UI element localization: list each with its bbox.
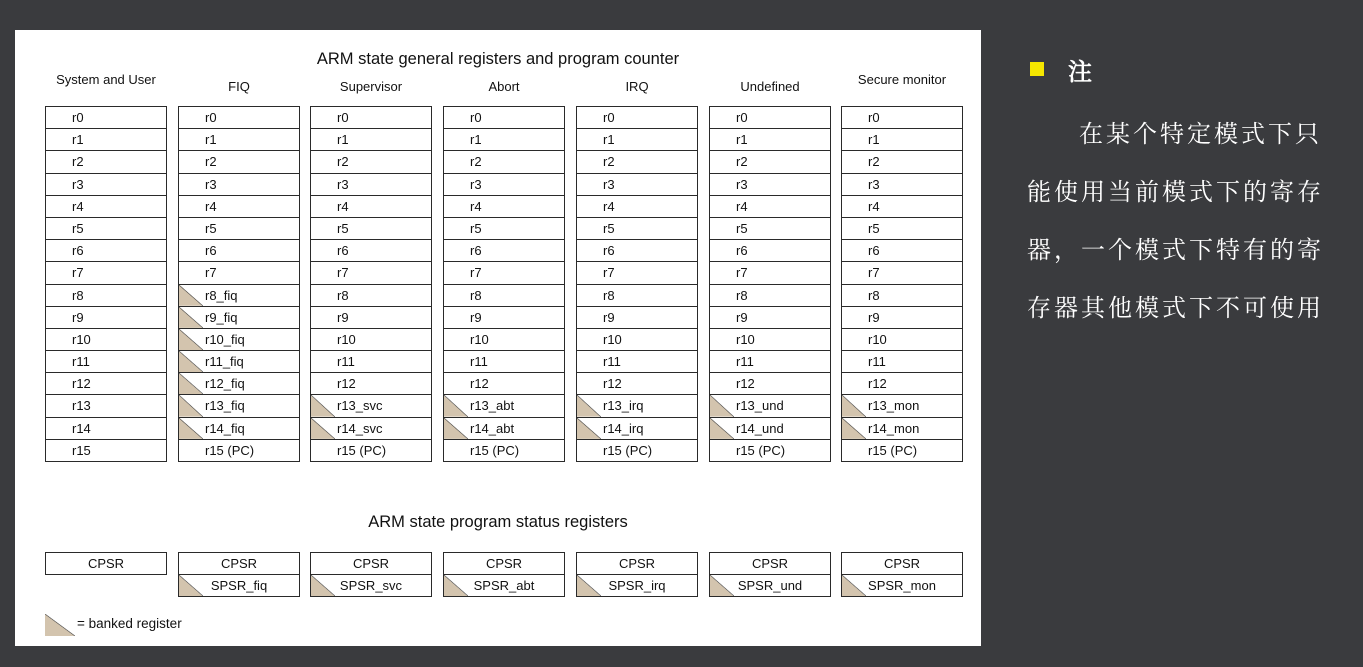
status-register-cell <box>178 552 300 575</box>
register-label: r2 <box>868 154 880 170</box>
register-label: r15 (PC) <box>205 442 255 458</box>
register-label: r14_und <box>736 420 784 436</box>
register-label: r15 (PC) <box>868 442 918 458</box>
register-cell <box>45 350 167 373</box>
banked-register-cell <box>709 417 831 440</box>
register-column <box>178 106 300 462</box>
register-label: r9 <box>736 309 748 325</box>
register-label: r0 <box>470 110 482 125</box>
register-cell <box>45 394 167 417</box>
register-cell <box>45 128 167 151</box>
register-label: r13_abt <box>470 398 515 414</box>
register-cell <box>443 350 565 373</box>
register-label: r1 <box>470 132 482 148</box>
banked-register-cell <box>178 306 300 329</box>
register-label: r3 <box>205 176 217 192</box>
register-cell <box>310 150 432 173</box>
register-cell <box>709 350 831 373</box>
register-cell <box>841 150 963 173</box>
register-label: r12_fiq <box>205 376 245 392</box>
note-panel <box>1027 48 1347 337</box>
register-cell <box>576 217 698 240</box>
banked-register-cell <box>310 417 432 440</box>
register-label: r12 <box>72 376 91 392</box>
register-diagram <box>15 30 981 646</box>
register-label: r8 <box>736 287 748 303</box>
register-label: r1 <box>603 132 615 148</box>
banked-status-register-cell <box>841 574 963 597</box>
register-cell <box>310 261 432 284</box>
register-label: r15 (PC) <box>337 442 387 458</box>
general-registers-title: ARM state general registers and program counter <box>316 50 680 68</box>
register-cell <box>443 439 565 462</box>
register-label: r14_abt <box>470 420 515 436</box>
register-column <box>576 106 698 462</box>
register-cell <box>709 328 831 351</box>
register-cell <box>841 306 963 329</box>
status-register-label: CPSR <box>618 556 656 571</box>
banked-status-register-cell <box>709 574 831 597</box>
register-label: r14 <box>72 420 91 436</box>
register-label: r7 <box>337 265 349 281</box>
register-label: r4 <box>736 198 748 214</box>
register-label: r14_svc <box>337 420 383 436</box>
register-cell <box>709 372 831 395</box>
register-cell <box>841 173 963 196</box>
register-label: r3 <box>72 176 84 192</box>
register-label: r14_irq <box>603 420 644 436</box>
register-label: r13 <box>72 398 91 414</box>
register-column <box>709 106 831 462</box>
status-register-label: CPSR <box>751 556 789 571</box>
register-label: r8 <box>603 287 615 303</box>
register-cell <box>178 128 300 151</box>
banked-register-cell <box>841 394 963 417</box>
register-cell <box>841 239 963 262</box>
register-label: r6 <box>736 243 748 259</box>
status-register-column <box>841 552 963 597</box>
banked-register-cell <box>178 417 300 440</box>
register-label: r5 <box>470 220 482 236</box>
register-label: r1 <box>72 132 84 148</box>
register-cell <box>443 372 565 395</box>
register-cell <box>709 284 831 307</box>
status-register-cell <box>576 552 698 575</box>
register-label: r5 <box>603 220 615 236</box>
register-label: r4 <box>868 198 880 214</box>
register-cell <box>443 128 565 151</box>
register-label: r1 <box>205 132 217 148</box>
status-register-cell <box>45 552 167 575</box>
register-label: r13_und <box>736 398 784 414</box>
register-label: r10 <box>470 331 489 347</box>
register-label: r8 <box>868 287 880 303</box>
register-cell <box>178 217 300 240</box>
register-cell <box>443 261 565 284</box>
register-cell <box>310 128 432 151</box>
register-cell <box>45 239 167 262</box>
register-cell <box>443 195 565 218</box>
register-cell <box>310 217 432 240</box>
register-cell <box>576 261 698 284</box>
register-label: r9 <box>470 309 482 325</box>
status-register-label: CPSR <box>485 556 523 571</box>
register-label: r7 <box>868 265 880 281</box>
register-cell <box>45 306 167 329</box>
column-header: Supervisor <box>339 79 403 94</box>
banked-register-cell <box>310 394 432 417</box>
banked-register-cell <box>178 350 300 373</box>
register-label: r8 <box>72 287 84 303</box>
register-cell <box>576 239 698 262</box>
register-label: r4 <box>603 198 615 214</box>
register-label: r8 <box>337 287 349 303</box>
register-cell <box>841 284 963 307</box>
register-label: r11 <box>470 354 488 370</box>
register-cell <box>576 173 698 196</box>
banked-register-cell <box>178 372 300 395</box>
status-register-column <box>310 552 432 597</box>
register-cell <box>841 261 963 284</box>
banked-register-cell <box>576 417 698 440</box>
status-register-column <box>443 552 565 597</box>
status-register-label: CPSR <box>87 556 125 571</box>
register-cell <box>709 239 831 262</box>
register-cell <box>576 372 698 395</box>
register-cell <box>576 128 698 151</box>
banked-register-cell <box>576 394 698 417</box>
register-label: r11 <box>337 354 355 370</box>
register-cell <box>841 217 963 240</box>
register-cell <box>310 372 432 395</box>
register-label: r15 (PC) <box>470 442 520 458</box>
register-label: r5 <box>868 220 880 236</box>
register-label: r13_svc <box>337 398 383 414</box>
register-label: r4 <box>205 198 217 214</box>
status-register-label: SPSR_irq <box>608 578 666 594</box>
register-label: r9 <box>603 309 615 325</box>
register-cell <box>178 106 300 129</box>
register-label: r12 <box>603 376 622 392</box>
register-label: r4 <box>337 198 349 214</box>
status-register-cell <box>443 552 565 575</box>
register-cell <box>310 439 432 462</box>
register-label: r3 <box>470 176 482 192</box>
status-registers-title: ARM state program status registers <box>368 513 628 531</box>
register-label: r7 <box>736 265 748 281</box>
register-label: r0 <box>72 110 84 125</box>
register-label: r12 <box>868 376 887 392</box>
register-cell <box>709 173 831 196</box>
register-column <box>443 106 565 462</box>
register-label: r13_fiq <box>205 398 245 414</box>
banked-register-cell <box>178 394 300 417</box>
register-label: r15 (PC) <box>736 442 786 458</box>
register-cell <box>310 328 432 351</box>
register-label: r9_fiq <box>205 309 238 325</box>
register-label: r11 <box>868 354 886 370</box>
register-cell <box>709 195 831 218</box>
register-cell <box>576 106 698 129</box>
register-cell <box>443 328 565 351</box>
register-label: r7 <box>470 265 482 281</box>
register-column <box>310 106 432 462</box>
banked-status-register-cell <box>178 574 300 597</box>
register-label: r2 <box>736 154 748 170</box>
register-label: r1 <box>868 132 880 148</box>
register-label: r2 <box>205 154 217 170</box>
register-cell <box>576 306 698 329</box>
register-cell <box>178 150 300 173</box>
register-label: r15 (PC) <box>603 442 653 458</box>
banked-register-cell <box>841 417 963 440</box>
register-label: r10 <box>337 331 356 347</box>
square-bullet-icon <box>1030 62 1044 76</box>
status-register-label: CPSR <box>352 556 390 571</box>
register-cell <box>841 128 963 151</box>
register-label: r2 <box>72 154 84 170</box>
register-label: r2 <box>337 154 349 170</box>
register-label: r3 <box>736 176 748 192</box>
column-header: Secure monitor <box>857 72 947 87</box>
register-cell <box>45 417 167 440</box>
register-label: r12 <box>470 376 489 392</box>
register-label: r6 <box>72 243 84 259</box>
register-label: r13_mon <box>868 398 920 414</box>
legend-label: = banked register <box>77 616 182 631</box>
register-label: r10 <box>736 331 755 347</box>
register-cell <box>45 150 167 173</box>
register-label: r2 <box>603 154 615 170</box>
register-label: r6 <box>205 243 217 259</box>
register-label: r5 <box>337 220 349 236</box>
register-cell <box>576 195 698 218</box>
register-column <box>45 106 167 462</box>
status-register-label: SPSR_und <box>737 578 803 594</box>
register-cell <box>576 350 698 373</box>
register-label: r7 <box>72 265 84 281</box>
register-label: r15 <box>72 442 91 458</box>
register-label: r9 <box>72 309 84 325</box>
banked-register-cell <box>178 328 300 351</box>
register-cell <box>709 217 831 240</box>
status-register-label: SPSR_abt <box>473 578 535 594</box>
status-register-column <box>45 552 167 575</box>
register-label: r9 <box>337 309 349 325</box>
register-cell <box>45 372 167 395</box>
register-cell <box>576 150 698 173</box>
register-cell <box>709 261 831 284</box>
banked-register-cell <box>443 417 565 440</box>
register-cell <box>841 372 963 395</box>
register-label: r3 <box>603 176 615 192</box>
column-header: Undefined <box>740 79 800 94</box>
register-cell <box>443 284 565 307</box>
register-label: r11 <box>736 354 754 370</box>
register-cell <box>45 284 167 307</box>
status-register-column <box>576 552 698 597</box>
register-label: r0 <box>603 110 615 125</box>
register-cell <box>709 439 831 462</box>
register-label: r1 <box>736 132 748 148</box>
register-label: r10 <box>868 331 887 347</box>
register-cell <box>310 239 432 262</box>
register-label: r4 <box>470 198 482 214</box>
register-cell <box>178 261 300 284</box>
column-header: System and User <box>56 72 156 87</box>
register-cell <box>45 439 167 462</box>
register-label: r11 <box>72 354 90 370</box>
register-label: r11_fiq <box>205 354 244 370</box>
banked-status-register-cell <box>310 574 432 597</box>
register-label: r1 <box>337 132 349 148</box>
register-cell <box>709 128 831 151</box>
register-cell <box>310 195 432 218</box>
register-cell <box>443 306 565 329</box>
register-label: r11 <box>603 354 621 370</box>
register-cell <box>443 239 565 262</box>
column-header: FIQ <box>228 79 250 94</box>
register-cell <box>841 106 963 129</box>
register-cell <box>45 173 167 196</box>
register-label: r2 <box>470 154 482 170</box>
column-header: Abort <box>488 79 520 94</box>
register-cell <box>443 106 565 129</box>
status-register-label: SPSR_mon <box>868 578 936 594</box>
legend <box>45 614 295 636</box>
register-label: r8 <box>470 287 482 303</box>
status-register-label: SPSR_fiq <box>210 578 268 594</box>
column-header: IRQ <box>625 79 649 94</box>
register-cell <box>310 284 432 307</box>
register-label: r0 <box>736 110 748 125</box>
register-label: r0 <box>205 110 217 125</box>
register-cell <box>45 195 167 218</box>
register-label: r3 <box>337 176 349 192</box>
register-label: r7 <box>205 265 217 281</box>
status-register-column <box>178 552 300 597</box>
register-cell <box>45 106 167 129</box>
register-label: r5 <box>72 220 84 236</box>
register-label: r10 <box>603 331 622 347</box>
note-text: 在某个特定模式下只能使用当前模式下的寄存器，一个模式下特有的寄存器其他模式下不可使用 <box>1027 120 1324 322</box>
status-register-label: CPSR <box>883 556 921 571</box>
register-cell <box>178 439 300 462</box>
status-register-label: SPSR_svc <box>339 578 403 594</box>
register-column <box>841 106 963 462</box>
banked-register-swatch <box>45 614 75 636</box>
register-cell <box>841 350 963 373</box>
register-label: r14_mon <box>868 420 920 436</box>
status-register-cell <box>310 552 432 575</box>
register-label: r8_fiq <box>205 287 238 303</box>
banked-status-register-cell <box>576 574 698 597</box>
register-label: r12 <box>337 376 356 392</box>
banked-register-cell <box>178 284 300 307</box>
register-cell <box>310 306 432 329</box>
register-cell <box>709 306 831 329</box>
register-label: r6 <box>337 243 349 259</box>
register-cell <box>178 173 300 196</box>
status-register-cell <box>841 552 963 575</box>
register-cell <box>310 106 432 129</box>
register-label: r0 <box>868 110 880 125</box>
register-cell <box>178 195 300 218</box>
register-label: r9 <box>868 309 880 325</box>
register-cell <box>576 284 698 307</box>
status-register-label: CPSR <box>220 556 258 571</box>
register-label: r7 <box>603 265 615 281</box>
note-heading-text: 注 <box>1068 57 1092 86</box>
register-cell <box>841 328 963 351</box>
register-label: r0 <box>337 110 349 125</box>
register-cell <box>576 439 698 462</box>
status-register-cell <box>709 552 831 575</box>
register-cell <box>45 261 167 284</box>
register-cell <box>443 173 565 196</box>
register-cell <box>443 150 565 173</box>
register-cell <box>178 239 300 262</box>
register-label: r4 <box>72 198 84 214</box>
status-register-column <box>709 552 831 597</box>
register-label: r6 <box>603 243 615 259</box>
register-cell <box>443 217 565 240</box>
register-cell <box>709 106 831 129</box>
register-label: r3 <box>868 176 880 192</box>
register-label: r14_fiq <box>205 420 245 436</box>
banked-register-cell <box>709 394 831 417</box>
banked-register-cell <box>443 394 565 417</box>
register-label: r6 <box>868 243 880 259</box>
register-cell <box>45 328 167 351</box>
register-label: r5 <box>736 220 748 236</box>
register-label: r10 <box>72 331 91 347</box>
register-label: r10_fiq <box>205 331 245 347</box>
banked-status-register-cell <box>443 574 565 597</box>
register-label: r6 <box>470 243 482 259</box>
register-label: r13_irq <box>603 398 644 414</box>
register-cell <box>841 195 963 218</box>
register-cell <box>841 439 963 462</box>
register-cell <box>310 173 432 196</box>
register-cell <box>576 328 698 351</box>
register-cell <box>310 350 432 373</box>
note-heading <box>1027 48 1347 88</box>
register-cell <box>45 217 167 240</box>
register-label: r12 <box>736 376 755 392</box>
register-cell <box>709 150 831 173</box>
register-label: r5 <box>205 220 217 236</box>
